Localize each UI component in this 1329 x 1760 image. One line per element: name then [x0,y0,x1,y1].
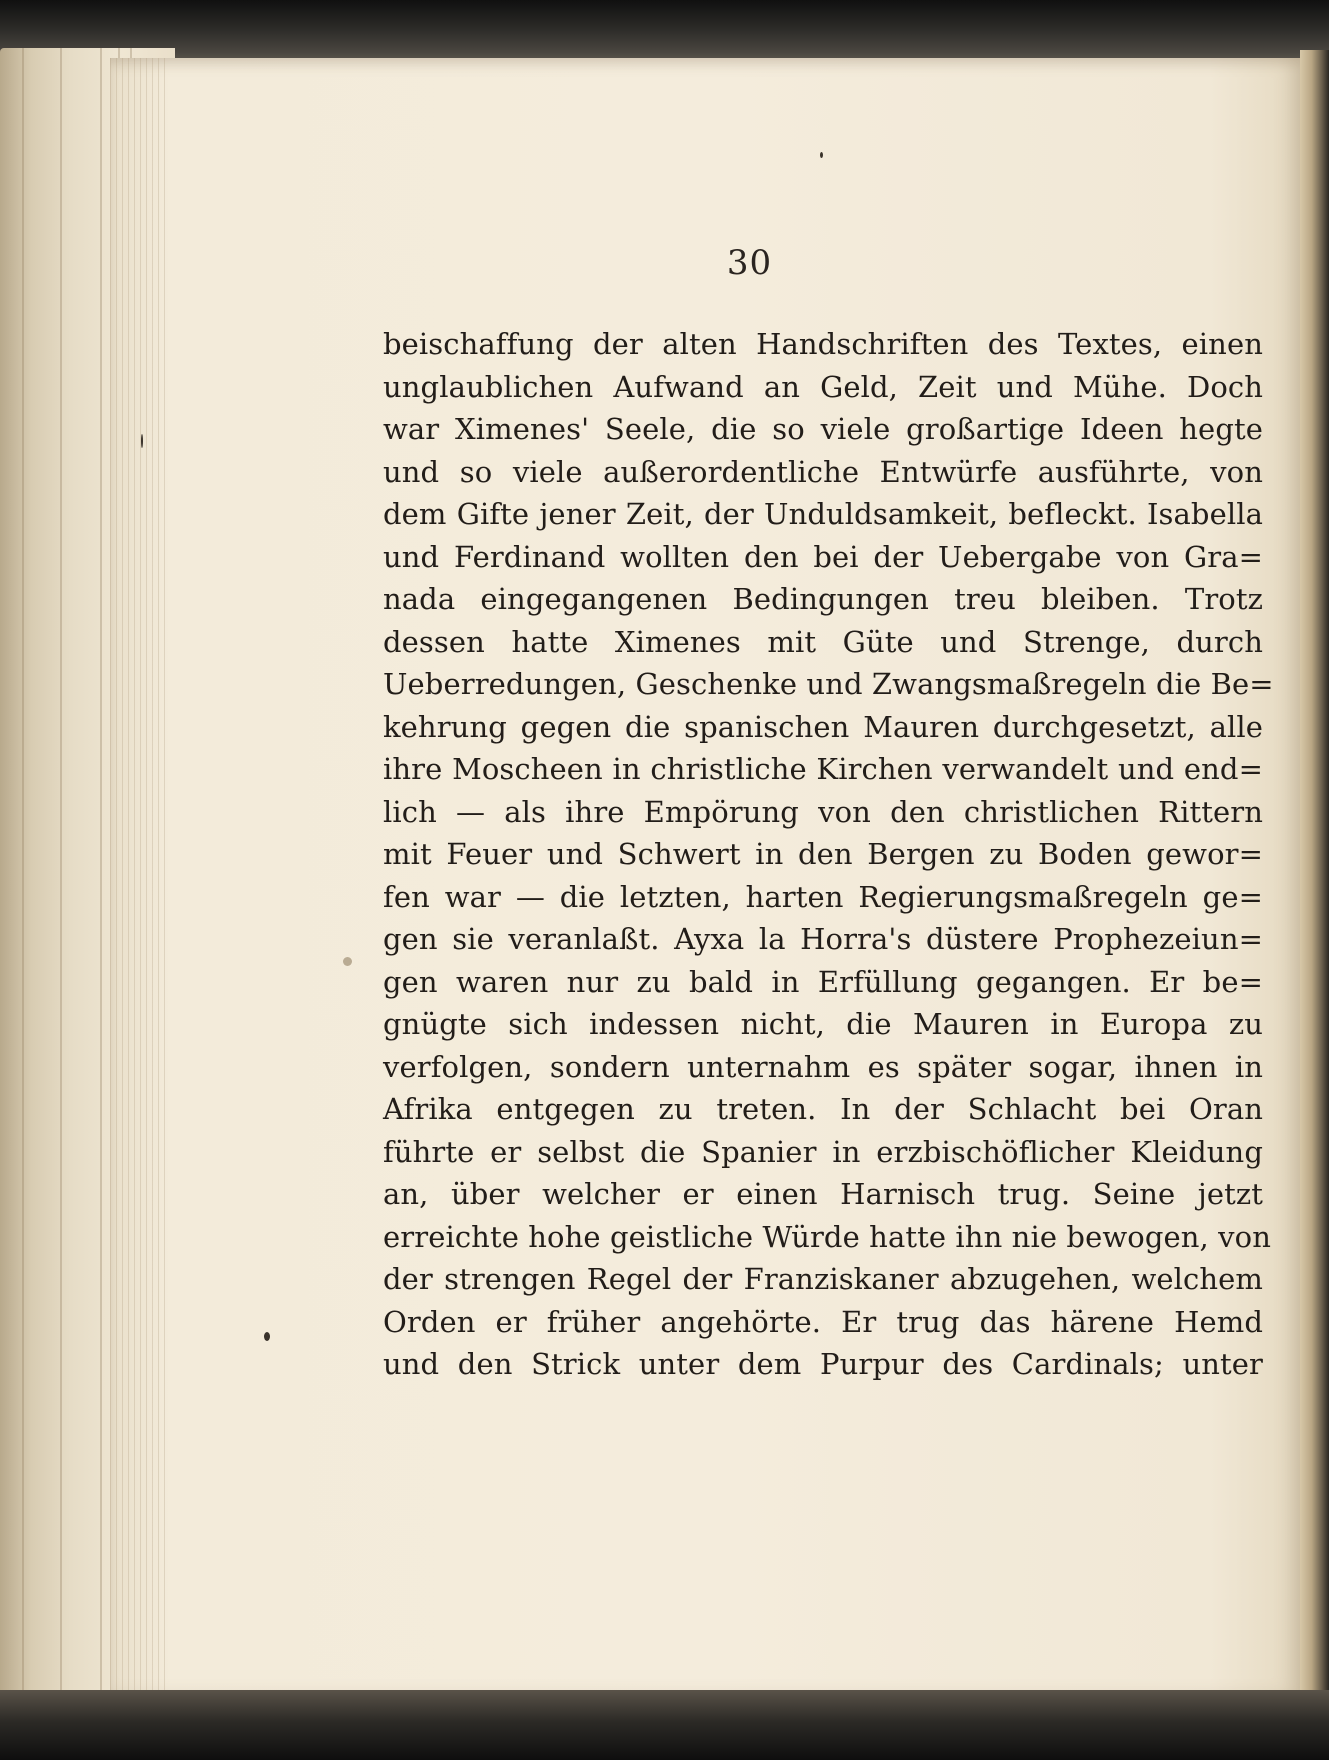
text-line: gen sie veranlaßt. Ayxa la Horra's düstere Prophezeiun= [383,922,1263,956]
text-line: Orden er früher angehörte. Er trug das härene Hemd [383,1304,1263,1339]
text-line: ihre Moscheen in christliche Kirchen verwandelt und end= [383,752,1263,786]
paper-speck [820,152,823,158]
text-line: war Ximenes' Seele, die so viele großartige Ideen hegte [383,412,1263,446]
text-line: an, über welcher er einen Harnisch trug. Seine jetzt [383,1177,1263,1211]
text-line: mit Feuer und Schwert in den Bergen zu Boden gewor= [383,837,1263,871]
text-line: gnügte sich indessen nicht, die Mauren in Europa zu [383,1007,1263,1041]
text-line: erreichte hohe geistliche Würde hatte ihn nie bewogen, von [383,1219,1271,1254]
paper-speck [264,1332,270,1341]
paper-speck [141,434,143,448]
text-line: fen war — die letzten, harten Regierungsmaßregeln ge= [383,879,1263,914]
page-gutter [110,58,170,1698]
paper-speck [343,957,352,966]
text-line: unglaublichen Aufwand an Geld, Zeit und Mühe. Doch [383,369,1263,404]
text-line: gen waren nur zu bald in Erfüllung gegangen. Er be= [383,964,1263,999]
text-line: der strengen Regel der Franziskaner abzugehen, welchem [383,1262,1263,1296]
text-line: beischaffung der alten Handschriften des Textes, einen [383,327,1263,361]
text-line: führte er selbst die Spanier in erzbischöflicher Kleidung [383,1134,1263,1169]
text-line: dem Gifte jener Zeit, der Unduldsamkeit, befleckt. Isabella [383,497,1263,531]
text-line: und so viele außerordentliche Entwürfe ausführte, von [383,454,1263,489]
text-line: kehrung gegen die spanischen Mauren durchgesetzt, alle [383,709,1263,744]
text-line: Ueberredungen, Geschenke und Zwangsmaßregeln die Be= [383,667,1274,701]
text-line: nada eingegangenen Bedingungen treu bleiben. Trotz [383,582,1263,616]
text-line: lich — als ihre Empörung von den christlichen Rittern [383,794,1263,829]
book-cover-bottom-edge [0,1690,1329,1760]
body-text [383,323,1274,1386]
text-line: dessen hatte Ximenes mit Güte und Strenge, durch [383,624,1263,659]
text-line: und den Strick unter dem Purpur des Cardinals; unter [383,1347,1263,1381]
page-number: 30 [726,243,773,283]
text-line: und Ferdinand wollten den bei der Uebergabe von Gra= [383,539,1263,574]
text-line: Afrika entgegen zu treten. In der Schlacht bei Oran [383,1092,1263,1126]
text-line: verfolgen, sondern unternahm es später sogar, ihnen in [383,1049,1263,1084]
right-page-stack [1300,50,1329,1705]
